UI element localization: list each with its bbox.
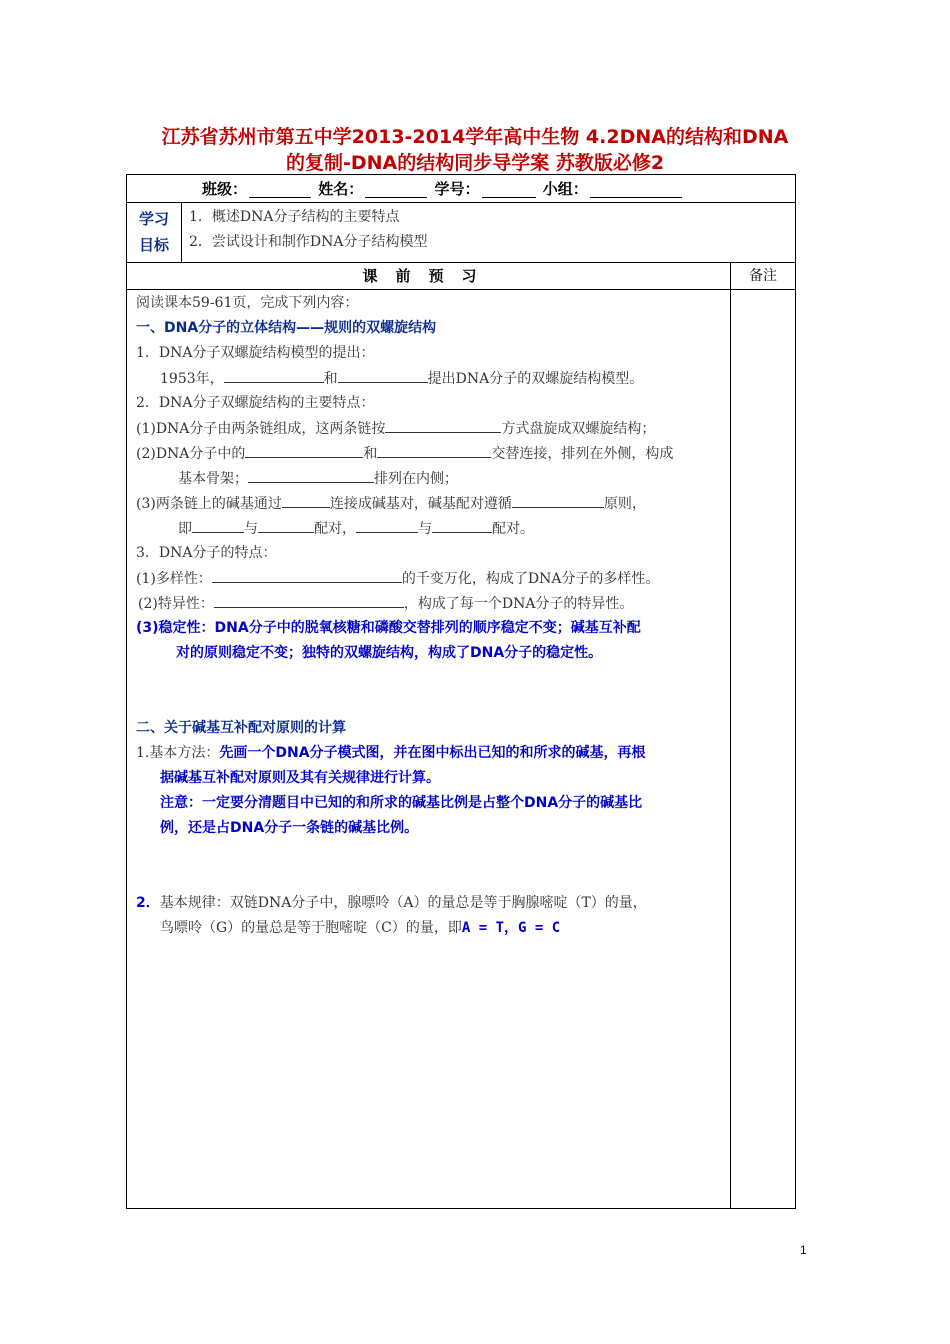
section-1-title: 一、DNA分子的立体结构——规则的双螺旋结构 — [136, 320, 437, 336]
point-3c-line-1: (3)稳定性：DNA分子中的脱氧核糖和磷酸交替排列的顺序稳定不变；碱基互补配 — [136, 620, 641, 636]
point-3b: (2)特异性： ，构成了每一个DNA分子的特异性。 — [138, 593, 633, 614]
answer-blank[interactable] — [385, 418, 501, 433]
answer-blank[interactable] — [192, 518, 244, 533]
method-1-line-2: 据碱基互补配对原则及其有关规律进行计算。 — [160, 770, 440, 786]
method-2-line-2: 鸟嘌呤（G）的量总是等于胞嘧啶（C）的量，即A = T，G = C — [160, 920, 561, 936]
method-2-line-1: 2．基本规律：双链DNA分子中，腺嘌呤（A）的量总是等于胸腺嘧啶（T）的量， — [136, 895, 647, 911]
answer-blank[interactable] — [356, 518, 418, 533]
point-3c-line-2: 对的原则稳定不变；独特的双螺旋结构，构成了DNA分子的稳定性。 — [176, 645, 603, 661]
goal-item: 2．尝试设计和制作DNA分子结构模型 — [189, 234, 428, 250]
group-blank[interactable] — [590, 182, 682, 198]
answer-blank[interactable] — [512, 493, 604, 508]
class-label: 班级： — [202, 180, 248, 198]
worksheet-table — [126, 174, 796, 1209]
number-blank[interactable] — [482, 182, 536, 198]
method-1-line-1: 1.基本方法：先画一个DNA分子模式图，并在图中标出已知的和所求的碱基，再根 — [136, 745, 646, 761]
point-2e: 即 与 配对， 与 配对。 — [178, 518, 534, 539]
answer-blank[interactable] — [338, 368, 428, 383]
intro-text: 阅读课本59-61页，完成下列内容： — [136, 295, 359, 311]
name-blank[interactable] — [365, 182, 427, 198]
answer-blank[interactable] — [245, 443, 363, 458]
answer-blank[interactable] — [248, 468, 374, 483]
goals-label-line-2: 目标 — [138, 236, 169, 254]
point-2d: (3)两条链上的碱基通过 连接成碱基对，碱基配对遵循 原则， — [136, 493, 646, 514]
goal-item: 1．概述DNA分子结构的主要特点 — [189, 209, 400, 225]
section-header-row — [127, 263, 795, 290]
answer-blank[interactable] — [224, 368, 324, 383]
page-number: 1 — [800, 1243, 807, 1257]
point-2: 2．DNA分子双螺旋结构的主要特点： — [136, 395, 375, 411]
student-info-row — [127, 175, 795, 203]
point-3a: (1)多样性： 的千变万化，构成了DNA分子的多样性。 — [136, 568, 659, 589]
answer-blank[interactable] — [432, 518, 492, 533]
learning-goals-row — [127, 203, 795, 263]
answer-blank[interactable] — [282, 493, 330, 508]
method-1-note-line-2: 例，还是占DNA分子一条链的碱基比例。 — [160, 820, 419, 836]
goals-list — [189, 205, 428, 255]
class-blank[interactable] — [249, 182, 311, 198]
title-line-1: 江苏省苏州市第五中学2013-2014学年高中生物 4.2DNA的结构和DNA — [161, 126, 789, 148]
point-3: 3．DNA分子的特点： — [136, 545, 277, 561]
method-1-note-line-1: 注意：一定要分清题目中已知的和所求的碱基比例是占整个DNA分子的碱基比 — [160, 795, 643, 811]
point-1a: 1953年， 和 提出DNA分子的双螺旋结构模型。 — [160, 368, 643, 389]
notes-header: 备注 — [749, 268, 777, 284]
section-2-title: 二、关于碱基互补配对原则的计算 — [136, 720, 346, 736]
document-title — [120, 124, 830, 176]
name-label: 姓名： — [318, 180, 364, 198]
answer-blank[interactable] — [214, 593, 404, 608]
preview-header: 课前预习 — [127, 263, 731, 289]
goals-label — [127, 203, 182, 262]
point-1: 1．DNA分子双螺旋结构模型的提出： — [136, 345, 375, 361]
number-label: 学号： — [434, 180, 480, 198]
point-2a: (1)DNA分子由两条链组成，这两条链按 方式盘旋成双螺旋结构； — [136, 418, 655, 439]
point-2c: 基本骨架； 排列在内侧； — [178, 468, 458, 489]
answer-blank[interactable] — [377, 443, 491, 458]
point-2b: (2)DNA分子中的 和 交替连接，排列在外侧，构成 — [136, 443, 673, 464]
title-line-2: 的复制-DNA的结构同步导学案 苏教版必修2 — [285, 152, 665, 174]
group-label: 小组： — [542, 180, 588, 198]
answer-blank[interactable] — [258, 518, 314, 533]
notes-column-divider — [730, 290, 731, 1208]
goals-label-line-1: 学习 — [138, 210, 169, 228]
answer-blank[interactable] — [212, 568, 402, 583]
